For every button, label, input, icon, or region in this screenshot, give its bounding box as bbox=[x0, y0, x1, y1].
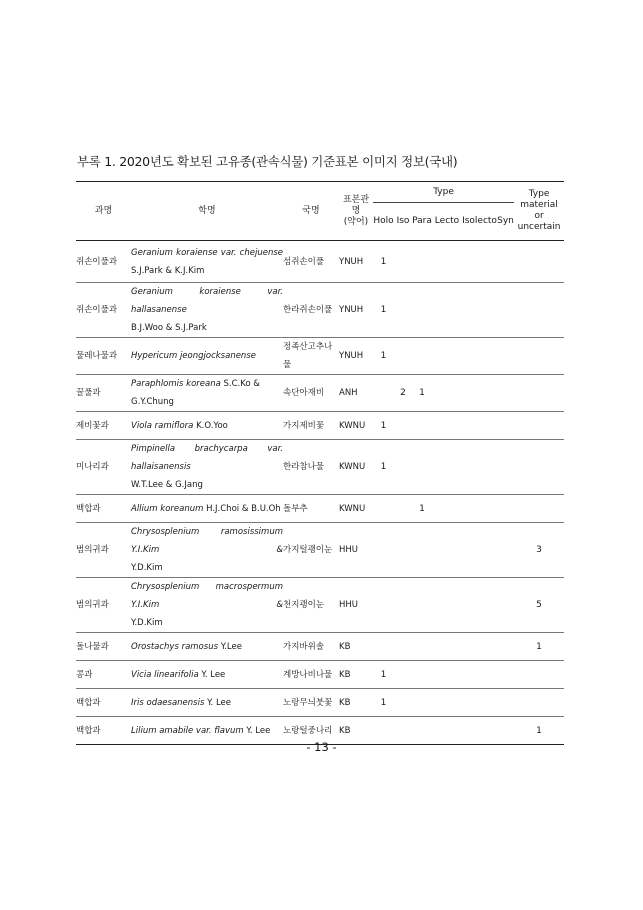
scientific-name-cell bbox=[131, 283, 283, 338]
header-family: 과명 bbox=[76, 182, 131, 241]
iso-cell bbox=[394, 241, 412, 283]
header-iso: Iso bbox=[394, 203, 412, 241]
iso-cell bbox=[394, 440, 412, 495]
family-cell: 콩과 bbox=[76, 661, 131, 689]
scientific-name-text: Chrysosplenium ramosissimum Y.I.Kim & bbox=[131, 527, 283, 555]
korean-name-cell: 섬쥐손이풀 bbox=[283, 241, 339, 283]
family-cell: 백합과 bbox=[76, 717, 131, 745]
scientific-name-cell bbox=[131, 440, 283, 495]
scientific-name-line1: Geranium koraiense var. hallasanense bbox=[131, 287, 283, 315]
iso-cell bbox=[394, 412, 412, 440]
header-material-line4: uncertain bbox=[517, 222, 561, 232]
scientific-name-line2: B.J.Woo & S.J.Park bbox=[131, 323, 207, 333]
type-material-cell bbox=[514, 440, 564, 495]
family-cell: 돌나물과 bbox=[76, 633, 131, 661]
lecto-cell bbox=[432, 241, 462, 283]
type-material-cell bbox=[514, 375, 564, 412]
header-type-material bbox=[514, 182, 564, 241]
header-material-line1: Type bbox=[528, 189, 550, 199]
isolecto-cell bbox=[462, 633, 497, 661]
table-row bbox=[76, 523, 564, 578]
family-cell: 제비꽃과 bbox=[76, 412, 131, 440]
syn-cell bbox=[497, 440, 514, 495]
holo-cell bbox=[373, 375, 394, 412]
header-para: Para bbox=[412, 203, 432, 241]
isolecto-cell bbox=[462, 338, 497, 375]
para-cell bbox=[412, 578, 432, 633]
author-name: Y.Lee bbox=[218, 641, 242, 652]
korean-name-cell: 속단아재비 bbox=[283, 375, 339, 412]
header-material-line2: material bbox=[520, 200, 558, 210]
holo-cell bbox=[373, 578, 394, 633]
herbarium-cell: KB bbox=[339, 689, 373, 717]
species-name: Paraphlomis koreana bbox=[131, 379, 221, 389]
iso-cell bbox=[394, 338, 412, 375]
lecto-cell bbox=[432, 440, 462, 495]
author-name: Y. Lee bbox=[243, 725, 271, 736]
syn-cell bbox=[497, 412, 514, 440]
family-cell: 백합과 bbox=[76, 689, 131, 717]
iso-cell bbox=[394, 661, 412, 689]
syn-cell bbox=[497, 283, 514, 338]
holo-cell: 1 bbox=[373, 338, 394, 375]
scientific-name-line2: S.J.Park & K.J.Kim bbox=[131, 265, 205, 276]
header-herbarium bbox=[339, 182, 373, 241]
lecto-cell bbox=[432, 523, 462, 578]
type-material-cell bbox=[514, 495, 564, 523]
scientific-name-line2: Y.D.Kim bbox=[131, 563, 163, 573]
type-material-cell: 3 bbox=[514, 523, 564, 578]
herbarium-cell: KWNU bbox=[339, 495, 373, 523]
family-cell: 꿀풀과 bbox=[76, 375, 131, 412]
korean-name-cell: 계방나비나물 bbox=[283, 661, 339, 689]
para-cell bbox=[412, 440, 432, 495]
para-cell bbox=[412, 241, 432, 283]
korean-name-cell: 돌부추 bbox=[283, 495, 339, 523]
species-name: Allium koreanum bbox=[131, 503, 204, 514]
table-row bbox=[76, 440, 564, 495]
species-name: Lilium amabile var. flavum bbox=[131, 725, 244, 736]
herbarium-cell: YNUH bbox=[339, 283, 373, 338]
iso-cell bbox=[394, 689, 412, 717]
page-number: - 13 - bbox=[306, 740, 337, 754]
scientific-name-cell bbox=[131, 661, 283, 689]
isolecto-cell bbox=[462, 375, 497, 412]
korean-name-cell: 노랑털중나리 bbox=[283, 717, 339, 745]
species-name: Orostachys ramosus bbox=[131, 641, 219, 652]
korean-name-cell: 정족산고추나물 bbox=[283, 338, 339, 375]
syn-cell bbox=[497, 578, 514, 633]
scientific-name-cell bbox=[131, 338, 283, 375]
scientific-name-line2: Y.D.Kim bbox=[131, 618, 163, 628]
holo-cell bbox=[373, 495, 394, 523]
para-cell: 1 bbox=[412, 495, 432, 523]
syn-cell bbox=[497, 523, 514, 578]
lecto-cell bbox=[432, 495, 462, 523]
author-name: K.O.Yoo bbox=[193, 420, 228, 431]
lecto-cell bbox=[432, 689, 462, 717]
page-title: 부록 1. 2020년도 확보된 고유종(관속식물) 기준표본 이미지 정보(국내) bbox=[77, 154, 458, 169]
scientific-name-line1: Geranium koraiense var. chejuense bbox=[131, 247, 283, 258]
lecto-cell bbox=[432, 338, 462, 375]
type-material-cell bbox=[514, 689, 564, 717]
type-material-cell bbox=[514, 283, 564, 338]
korean-name-cell: 가지털괭이눈 bbox=[283, 523, 339, 578]
herbarium-cell: KB bbox=[339, 633, 373, 661]
isolecto-cell bbox=[462, 578, 497, 633]
family-cell: 범의귀과 bbox=[76, 523, 131, 578]
type-material-cell: 5 bbox=[514, 578, 564, 633]
scientific-name-cell bbox=[131, 412, 283, 440]
family-cell: 물레나물과 bbox=[76, 338, 131, 375]
iso-cell bbox=[394, 283, 412, 338]
header-material-line3: or bbox=[534, 211, 544, 221]
isolecto-cell bbox=[462, 412, 497, 440]
herbarium-cell: YNUH bbox=[339, 338, 373, 375]
para-cell bbox=[412, 412, 432, 440]
type-material-cell bbox=[514, 661, 564, 689]
scientific-name-cell bbox=[131, 633, 283, 661]
korean-name-cell: 한라쥐손이풀 bbox=[283, 283, 339, 338]
iso-cell bbox=[394, 578, 412, 633]
para-cell bbox=[412, 283, 432, 338]
family-cell: 쥐손이풀과 bbox=[76, 241, 131, 283]
table-row bbox=[76, 578, 564, 633]
holo-cell: 1 bbox=[373, 689, 394, 717]
syn-cell bbox=[497, 661, 514, 689]
header-type-group: Type bbox=[373, 182, 514, 203]
syn-cell bbox=[497, 633, 514, 661]
header-korean-name: 국명 bbox=[283, 182, 339, 241]
syn-cell bbox=[497, 495, 514, 523]
scientific-name-text: Chrysosplenium macrospermum Y.I.Kim & bbox=[131, 582, 283, 610]
family-cell: 백합과 bbox=[76, 495, 131, 523]
isolecto-cell bbox=[462, 689, 497, 717]
table-row bbox=[76, 495, 564, 523]
table-row bbox=[76, 689, 564, 717]
herbarium-cell: KB bbox=[339, 717, 373, 745]
korean-name-cell: 가지제비꽃 bbox=[283, 412, 339, 440]
author-name: S.C.Ko & G.Y.Chung bbox=[131, 379, 260, 407]
type-material-cell: 1 bbox=[514, 717, 564, 745]
syn-cell bbox=[497, 338, 514, 375]
header-holo: Holo bbox=[373, 203, 394, 241]
isolecto-cell bbox=[462, 523, 497, 578]
para-cell bbox=[412, 633, 432, 661]
lecto-cell bbox=[432, 283, 462, 338]
family-cell: 미나리과 bbox=[76, 440, 131, 495]
herbarium-cell: YNUH bbox=[339, 241, 373, 283]
herbarium-cell: KWNU bbox=[339, 440, 373, 495]
header-scientific-name: 학명 bbox=[131, 182, 283, 241]
author-name: Y. Lee bbox=[204, 697, 232, 708]
type-specimen-table bbox=[76, 181, 564, 745]
table-row bbox=[76, 633, 564, 661]
lecto-cell bbox=[432, 578, 462, 633]
korean-name-cell: 가지바위솔 bbox=[283, 633, 339, 661]
herbarium-cell: HHU bbox=[339, 523, 373, 578]
para-cell bbox=[412, 661, 432, 689]
table-row bbox=[76, 241, 564, 283]
header-isolecto: Isolecto bbox=[462, 203, 497, 241]
species-name: Hypericum jeongjocksanense bbox=[131, 351, 256, 361]
scientific-name-cell bbox=[131, 241, 283, 283]
iso-cell: 2 bbox=[394, 375, 412, 412]
table-row bbox=[76, 338, 564, 375]
herbarium-cell: HHU bbox=[339, 578, 373, 633]
table-row bbox=[76, 661, 564, 689]
korean-name-cell: 노랑무늬붓꽃 bbox=[283, 689, 339, 717]
holo-cell bbox=[373, 523, 394, 578]
species-name: Viola ramiflora bbox=[131, 420, 194, 431]
iso-cell bbox=[394, 495, 412, 523]
holo-cell: 1 bbox=[373, 412, 394, 440]
scientific-name-cell bbox=[131, 495, 283, 523]
isolecto-cell bbox=[462, 440, 497, 495]
para-cell: 1 bbox=[412, 375, 432, 412]
header-herbarium-line2: (약어) bbox=[343, 216, 369, 227]
para-cell bbox=[412, 689, 432, 717]
holo-cell bbox=[373, 633, 394, 661]
species-name: Vicia linearifolia bbox=[131, 669, 199, 680]
table-row bbox=[76, 375, 564, 412]
header-lecto: Lecto bbox=[432, 203, 462, 241]
syn-cell bbox=[497, 241, 514, 283]
iso-cell bbox=[394, 523, 412, 578]
family-cell: 쥐손이풀과 bbox=[76, 283, 131, 338]
header-syn: Syn bbox=[497, 203, 514, 241]
scientific-name-line1 bbox=[131, 523, 283, 559]
author-name: Y. Lee bbox=[198, 669, 226, 680]
holo-cell: 1 bbox=[373, 440, 394, 495]
herbarium-cell: KB bbox=[339, 661, 373, 689]
scientific-name-line1: Pimpinella brachycarpa var. hallaisanensis bbox=[131, 444, 283, 472]
syn-cell bbox=[497, 689, 514, 717]
iso-cell bbox=[394, 633, 412, 661]
header-herbarium-line1: 표본관명 bbox=[342, 194, 370, 216]
lecto-cell bbox=[432, 375, 462, 412]
herbarium-cell: KWNU bbox=[339, 412, 373, 440]
holo-cell: 1 bbox=[373, 241, 394, 283]
type-material-cell: 1 bbox=[514, 633, 564, 661]
scientific-name-line1 bbox=[131, 578, 283, 614]
holo-cell: 1 bbox=[373, 283, 394, 338]
para-cell bbox=[412, 338, 432, 375]
scientific-name-cell bbox=[131, 578, 283, 633]
scientific-name-cell bbox=[131, 689, 283, 717]
korean-name-cell: 천지괭이눈 bbox=[283, 578, 339, 633]
scientific-name-line2: W.T.Lee & G.Jang bbox=[131, 480, 203, 490]
table-row bbox=[76, 412, 564, 440]
family-cell: 범의귀과 bbox=[76, 578, 131, 633]
species-name: Iris odaesanensis bbox=[131, 697, 205, 708]
para-cell bbox=[412, 523, 432, 578]
scientific-name-cell bbox=[131, 523, 283, 578]
type-material-cell bbox=[514, 241, 564, 283]
syn-cell bbox=[497, 375, 514, 412]
type-material-cell bbox=[514, 338, 564, 375]
isolecto-cell bbox=[462, 495, 497, 523]
isolecto-cell bbox=[462, 283, 497, 338]
holo-cell: 1 bbox=[373, 661, 394, 689]
scientific-name-cell bbox=[131, 375, 283, 412]
lecto-cell bbox=[432, 661, 462, 689]
isolecto-cell bbox=[462, 241, 497, 283]
table-row bbox=[76, 283, 564, 338]
lecto-cell bbox=[432, 412, 462, 440]
korean-name-cell: 한라참나물 bbox=[283, 440, 339, 495]
herbarium-cell: ANH bbox=[339, 375, 373, 412]
isolecto-cell bbox=[462, 661, 497, 689]
type-material-cell bbox=[514, 412, 564, 440]
author-name: H.J.Choi & B.U.Oh bbox=[203, 503, 281, 514]
lecto-cell bbox=[432, 633, 462, 661]
